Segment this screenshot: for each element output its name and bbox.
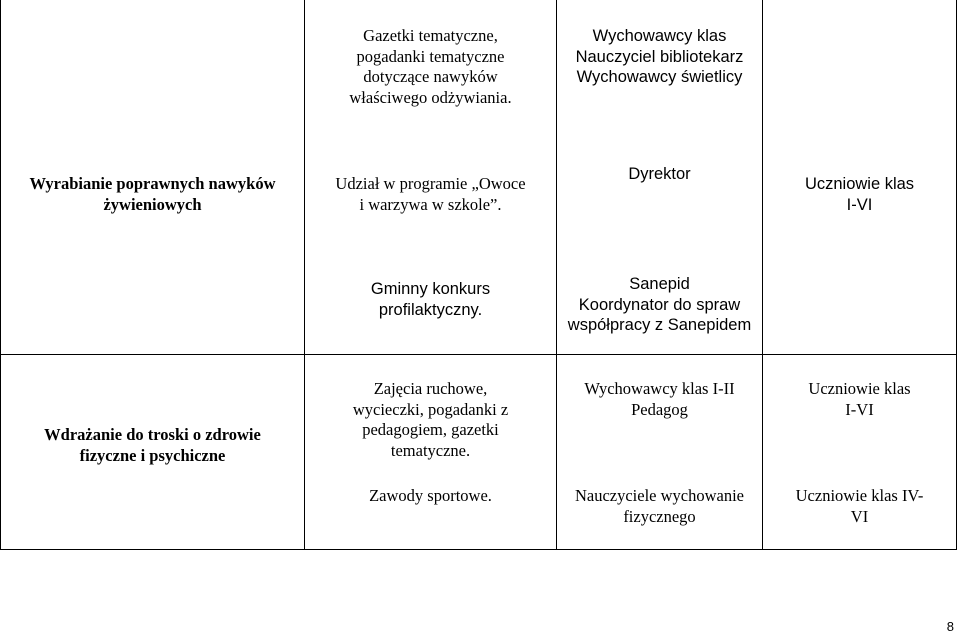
cell-line: Uczniowie klas IV- <box>795 486 924 505</box>
cell-line: Udział w programie „Owoce <box>335 174 526 193</box>
table-cell-task <box>305 26 556 108</box>
cell-line: żywieniowych <box>103 194 202 214</box>
cell-line: Uczniowie klas <box>804 175 915 193</box>
table-cell-task <box>305 379 556 461</box>
cell-line: Nauczyciel bibliotekarz <box>575 47 744 66</box>
page-number: 8 <box>946 619 954 634</box>
table-cell-recipients <box>763 174 956 215</box>
cell-line: pogadanki tematyczne <box>356 46 505 66</box>
table-cell-task <box>305 174 556 215</box>
cell-line: VI <box>850 506 869 526</box>
cell-line: dotyczące nawyków <box>363 67 498 86</box>
cell-line: Nauczyciele wychowanie <box>574 486 745 505</box>
cell-line: właściwego odżywiania. <box>349 87 512 107</box>
cell-line: tematyczne. <box>390 440 471 460</box>
cell-line: fizycznego <box>623 506 696 526</box>
table-cell-responsible <box>557 486 762 527</box>
cell-line: Dyrektor <box>628 165 691 183</box>
cell-line: wycieczki, pogadanki z <box>352 399 509 419</box>
cell-line: profilaktyczny. <box>378 300 483 319</box>
cell-line: Gminny konkurs <box>370 280 491 298</box>
cell-line: Sanepid <box>629 275 690 293</box>
cell-line: Wychowawcy świetlicy <box>576 68 743 86</box>
table-cell-responsible <box>557 164 762 185</box>
table-cell-task <box>305 486 556 507</box>
table-left-border <box>0 0 1 550</box>
cell-line: Pedagog <box>631 399 688 419</box>
table-bottom-border <box>0 549 957 550</box>
table-cell-responsible <box>557 274 762 336</box>
table-cell-responsible <box>557 26 762 88</box>
table-cell-responsible <box>557 379 762 420</box>
cell-line: Gazetki tematyczne, <box>363 26 498 45</box>
table-cell-goal <box>1 174 304 215</box>
table-cell-recipients <box>763 379 956 420</box>
table-right-border <box>956 0 957 550</box>
cell-line: i warzywa w szkole”. <box>359 194 502 214</box>
cell-line: Wychowawcy klas I-II <box>584 379 735 398</box>
table-cell-recipients <box>763 486 956 527</box>
cell-line: Wychowawcy klas <box>592 27 727 45</box>
table-cell-goal <box>1 425 304 466</box>
cell-line: Uczniowie klas <box>808 379 911 398</box>
row-divider <box>0 354 957 355</box>
cell-line: pedagogiem, gazetki <box>362 420 499 439</box>
cell-line: fizyczne i psychiczne <box>79 445 226 465</box>
cell-line: I-VI <box>846 195 873 214</box>
cell-line: Zajęcia ruchowe, <box>373 379 488 398</box>
cell-line: Zawody sportowe. <box>369 486 492 505</box>
cell-line: I-VI <box>845 399 874 419</box>
cell-line: współpracy z Sanepidem <box>567 316 752 334</box>
cell-line: Wdrażanie do troski o zdrowie <box>44 425 261 444</box>
cell-line: Koordynator do spraw <box>578 295 741 314</box>
cell-line: Wyrabianie poprawnych nawyków <box>29 174 276 193</box>
table-cell-task <box>305 279 556 320</box>
column-divider-3 <box>762 0 763 550</box>
